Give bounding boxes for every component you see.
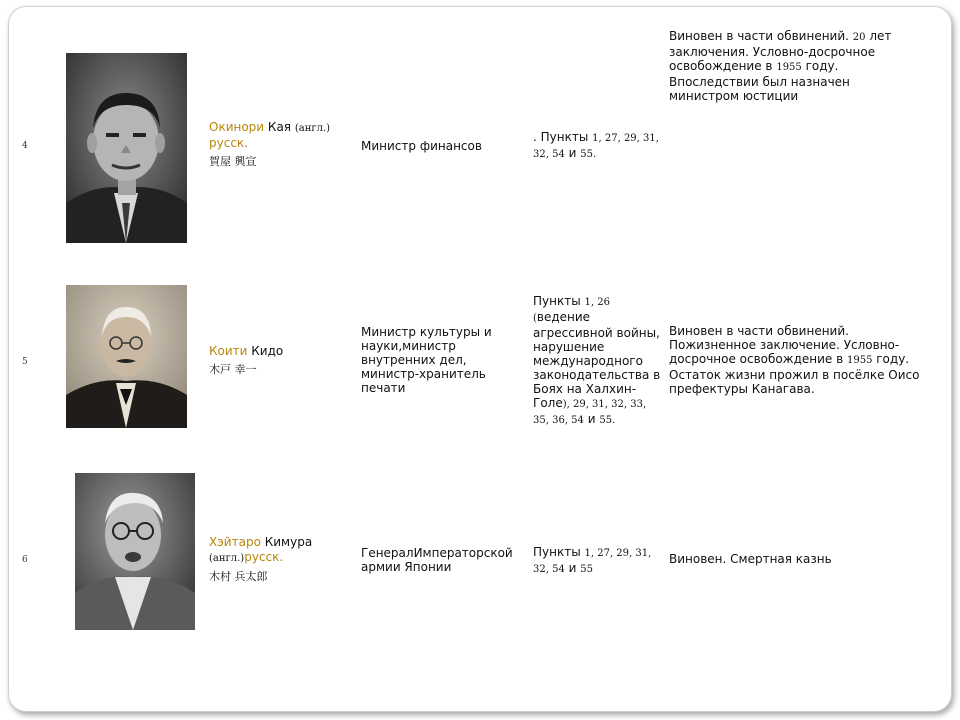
charges-last: 55 xyxy=(580,564,593,575)
charges-paren: ( xyxy=(533,313,537,324)
charges-numbers: 1, 27, 29, 31, 32, 54 xyxy=(533,133,659,160)
charges-last: 55. xyxy=(580,149,597,160)
charges-label: . Пункты xyxy=(533,130,593,144)
verdict-text: Виновен в части обвинений. xyxy=(669,29,853,43)
post-cell: ГенералИмператорской армии Японии xyxy=(361,546,513,574)
post-cell: Министр финансов xyxy=(361,139,482,153)
charges-numbers: ), 29, 31, 32, 33, 35, 36, 54 xyxy=(533,399,647,426)
charges-cell xyxy=(533,545,667,577)
person-name-cell xyxy=(209,120,354,169)
name-link[interactable]: Коити xyxy=(209,344,248,358)
verdict-text: лет заключения. Условно-досрочное освобождение в xyxy=(669,29,892,73)
verdict-text: Виновен. Смертная казнь xyxy=(669,552,832,566)
verdict-years: 20 xyxy=(852,32,866,43)
portrait-photo xyxy=(66,285,187,428)
verdict-year: 1955 xyxy=(776,62,802,73)
verdict-text: Виновен в части обвинений. Пожизненное заключение. Условно-досрочное освобождение в xyxy=(669,324,900,366)
charges-and: и xyxy=(564,146,581,160)
portrait-photo xyxy=(66,53,187,243)
surname: Кая xyxy=(264,120,295,134)
person-name-cell xyxy=(209,535,354,584)
lang-note: (англ.) xyxy=(209,553,245,564)
surname: Кидо xyxy=(247,344,284,358)
verdict-text: году. Остаток жизни прожил в посёлке Оисо префектуры Канагава. xyxy=(669,352,920,396)
charges-and: и xyxy=(564,561,581,575)
row-number: 4 xyxy=(22,141,28,151)
verdict-cell xyxy=(669,552,931,566)
charges-cell xyxy=(533,294,665,428)
row-number: 5 xyxy=(22,357,28,367)
charges-label: Пункты xyxy=(533,294,585,308)
charges-numbers: 1, 26 xyxy=(584,297,610,308)
lang-note: (англ.) xyxy=(294,123,331,134)
russian-link[interactable]: русск. xyxy=(244,550,284,564)
verdict-text: году. Впоследствии был назначен министром юстиции xyxy=(669,59,850,103)
charges-numbers: 1, 27, 29, 31, 32, 54 xyxy=(533,548,652,575)
kanji-name: 木村 兵太郎 xyxy=(209,570,268,583)
portrait-photo xyxy=(75,473,195,630)
post-cell: Министр культуры и науки,министр внутренних дел, министр-хранитель печати xyxy=(361,325,492,395)
russian-link[interactable]: русск. xyxy=(209,136,248,150)
row-number: 6 xyxy=(22,555,28,565)
name-link[interactable]: Окинори xyxy=(209,120,265,134)
verdict-year: 1955 xyxy=(846,355,873,366)
charges-cell xyxy=(533,130,667,162)
person-name-cell xyxy=(209,344,354,377)
kanji-name: 木戸 幸一 xyxy=(209,363,257,376)
charges-and: и xyxy=(583,412,600,426)
charges-label: Пункты xyxy=(533,545,585,559)
charges-description: ведение агрессивной войны, нарушение международного законодательства в Боях на Халхин-Голе xyxy=(533,310,661,410)
surname: Кимура xyxy=(260,535,313,549)
kanji-name: 賀屋 興宣 xyxy=(209,155,257,168)
verdict-cell xyxy=(669,324,931,396)
name-link[interactable]: Хэйтаро xyxy=(209,535,261,549)
charges-last: 55. xyxy=(599,415,616,426)
verdict-cell xyxy=(669,29,909,103)
